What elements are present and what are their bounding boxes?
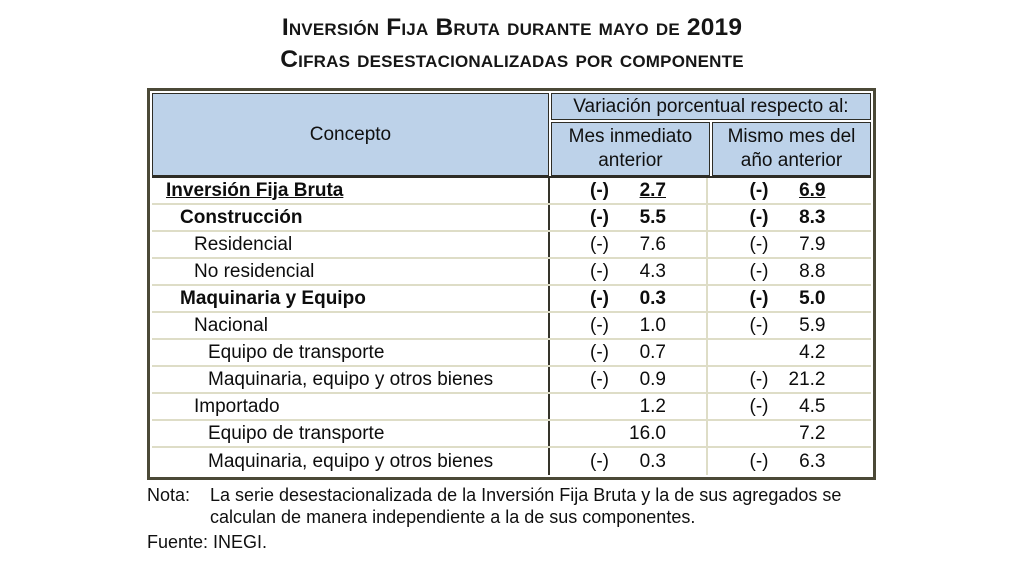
row-mes-anterior-cell [550,178,708,203]
negative-sign: (-) [590,206,609,228]
row-anio-anterior-cell [708,232,867,257]
row-concept-label: Equipo de transporte [208,422,385,444]
mes-anterior-value: 1.0 [639,314,666,336]
col-header-concepto: Concepto [152,93,549,176]
col-header-variacion: Variación porcentual respecto al: [551,93,871,120]
row-anio-anterior-cell [708,421,867,446]
negative-sign: (-) [590,314,609,336]
variation-header-group [551,93,871,176]
mes-anterior-value: 2.7 [639,179,666,201]
row-concept-label: No residencial [194,260,315,282]
anio-anterior-value: 7.2 [799,422,826,444]
table-row [152,259,871,286]
table-row [152,286,871,313]
note-text: La serie desestacionalizada de la Inversión Fija Bruta y la de sus agregados se calculan de manera independiente a la de sus componentes. [210,485,842,528]
negative-sign: (-) [749,233,769,255]
row-concept-label: Maquinaria, equipo y otros bienes [208,450,494,472]
mes-anterior-value: 5.5 [639,206,666,228]
title-block [0,12,1024,77]
anio-anterior-value: 4.2 [799,341,826,363]
mes-anterior-value: 1.2 [639,395,666,417]
row-concept-cell [152,232,550,257]
negative-sign: (-) [590,341,609,363]
ifb-data-table [147,88,876,480]
table-header [152,93,871,176]
col-header-mismo-mes-anio-anterior: Mismo mes del año anterior [712,122,871,176]
negative-sign: (-) [590,368,609,390]
row-mes-anterior-cell [550,340,708,365]
row-anio-anterior-cell [708,367,867,392]
row-concept-cell [152,313,550,338]
negative-sign: (-) [590,179,609,201]
row-anio-anterior-cell [708,340,867,365]
footnotes [147,484,887,553]
row-concept-cell [152,394,550,419]
anio-anterior-value: 5.0 [799,287,826,309]
row-mes-anterior-cell [550,232,708,257]
row-concept-cell [152,205,550,230]
row-concept-label: Construcción [180,206,303,228]
row-mes-anterior-cell [550,286,708,311]
negative-sign: (-) [749,287,769,309]
table-row [152,205,871,232]
note-row [147,484,887,529]
row-mes-anterior-cell [550,421,708,446]
anio-anterior-value: 4.5 [799,395,826,417]
mes-anterior-value: 0.3 [639,450,666,472]
row-anio-anterior-cell [708,286,867,311]
row-anio-anterior-cell [708,178,867,203]
col-header-mes-inmediato-anterior: Mes inmediato anterior [551,122,710,176]
anio-anterior-value: 6.9 [799,179,826,201]
row-anio-anterior-cell [708,205,867,230]
table-row [152,421,871,448]
row-concept-label: Maquinaria y Equipo [180,287,366,309]
mes-anterior-value: 16.0 [629,422,666,444]
anio-anterior-value: 5.9 [799,314,826,336]
mes-anterior-value: 0.7 [639,341,666,363]
mes-anterior-value: 0.3 [639,287,666,309]
table-row [152,313,871,340]
sub-header-row [551,122,871,176]
table-row [152,340,871,367]
page-title: Inversión Fija Bruta durante mayo de 2019 [281,14,743,41]
negative-sign: (-) [749,450,769,472]
row-concept-label: Equipo de transporte [208,341,385,363]
row-mes-anterior-cell [550,448,708,475]
row-anio-anterior-cell [708,394,867,419]
mes-anterior-value: 0.9 [639,368,666,390]
negative-sign: (-) [590,260,609,282]
anio-anterior-value: 8.3 [799,206,826,228]
row-concept-cell [152,421,550,446]
negative-sign: (-) [749,314,769,336]
anio-anterior-value: 6.3 [799,450,826,472]
table-body [152,176,871,475]
row-concept-label: Nacional [194,314,268,336]
row-concept-cell [152,340,550,365]
note-label: Nota: [147,485,191,505]
row-mes-anterior-cell [550,367,708,392]
table-row [152,448,871,475]
negative-sign: (-) [749,368,769,390]
row-concept-label: Maquinaria, equipo y otros bienes [208,368,494,390]
table-row [152,232,871,259]
row-concept-cell [152,367,550,392]
row-concept-label: Inversión Fija Bruta [166,179,344,201]
row-mes-anterior-cell [550,205,708,230]
negative-sign: (-) [590,287,609,309]
row-anio-anterior-cell [708,448,867,475]
row-concept-cell [152,259,550,284]
negative-sign: (-) [749,206,769,228]
mes-anterior-value: 7.6 [639,233,666,255]
table-row [152,394,871,421]
negative-sign: (-) [590,233,609,255]
anio-anterior-value: 21.2 [788,368,826,390]
row-concept-label: Residencial [194,233,293,255]
negative-sign: (-) [749,260,769,282]
negative-sign: (-) [749,179,769,201]
table-row [152,178,871,205]
negative-sign: (-) [749,395,769,417]
source-text: Fuente: INEGI. [147,531,268,552]
anio-anterior-value: 7.9 [799,233,826,255]
row-anio-anterior-cell [708,259,867,284]
row-mes-anterior-cell [550,259,708,284]
table-row [152,367,871,394]
row-concept-cell [152,448,550,475]
anio-anterior-value: 8.8 [799,260,826,282]
row-concept-label: Importado [194,395,280,417]
row-mes-anterior-cell [550,394,708,419]
negative-sign: (-) [590,450,609,472]
row-concept-cell [152,178,550,203]
row-anio-anterior-cell [708,313,867,338]
mes-anterior-value: 4.3 [639,260,666,282]
row-mes-anterior-cell [550,313,708,338]
row-concept-cell [152,286,550,311]
page-subtitle: Cifras desestacionalizadas por componente [280,46,744,74]
